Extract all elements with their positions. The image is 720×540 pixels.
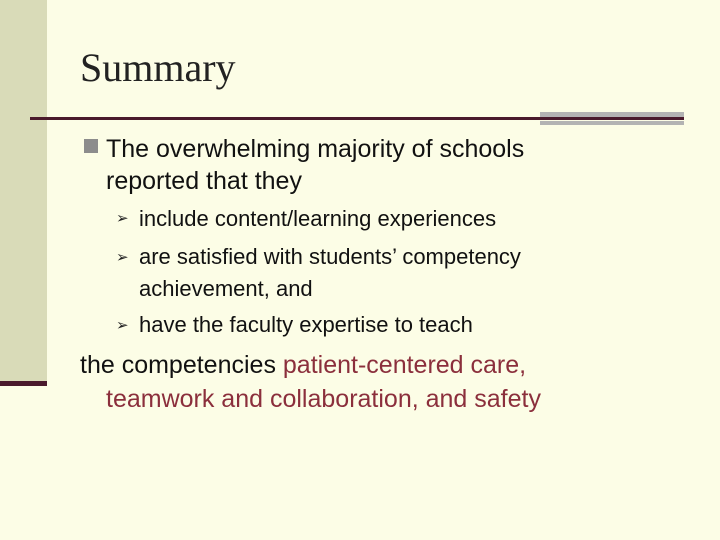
title-rule-gray-lower bbox=[540, 121, 684, 125]
sub-item-3: have the faculty expertise to teach bbox=[139, 312, 473, 337]
closing-line1 bbox=[80, 350, 526, 380]
arrow-bullet-icon: ➢ bbox=[116, 249, 129, 266]
square-bullet-icon bbox=[84, 139, 98, 153]
arrow-bullet-icon: ➢ bbox=[116, 210, 129, 227]
left-bar-accent bbox=[0, 381, 47, 386]
main-bullet-line2: reported that they bbox=[106, 167, 302, 195]
sub-item-2-line1: are satisfied with students’ competency bbox=[139, 244, 521, 269]
closing-accent-1: patient-centered care, bbox=[282, 351, 527, 379]
sub-item-1: include content/learning experiences bbox=[139, 206, 497, 231]
left-decorative-bar bbox=[0, 0, 47, 383]
slide-title: Summary bbox=[80, 45, 236, 90]
main-bullet-line1: The overwhelming majority of schools bbox=[106, 135, 525, 163]
title-rule bbox=[30, 117, 684, 120]
closing-prefix: the competencies bbox=[80, 351, 283, 379]
closing-line2: teamwork and collaboration, and safety bbox=[106, 385, 541, 413]
arrow-bullet-icon: ➢ bbox=[116, 317, 129, 334]
sub-item-2-line2: achievement, and bbox=[139, 276, 313, 301]
